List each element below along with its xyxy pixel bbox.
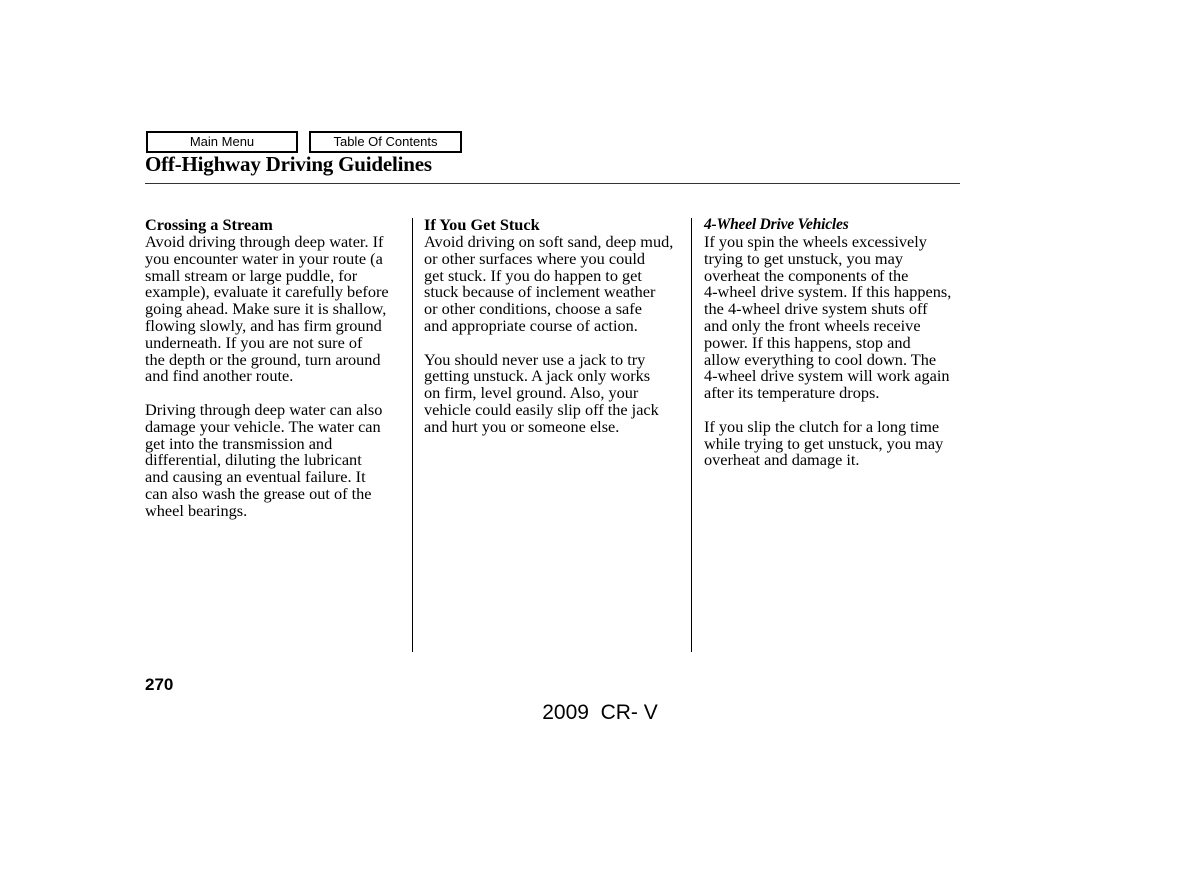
paragraph: If you slip the clutch for a long time while trying to get unstuck, you may overheat and damage it. bbox=[704, 416, 944, 470]
section-heading: If You Get Stuck bbox=[424, 215, 540, 234]
column-divider bbox=[691, 218, 692, 652]
section-heading: 4-Wheel Drive Vehicles bbox=[704, 216, 849, 233]
paragraph: If you spin the wheels excessively trying to get unstuck, you may overheat the components of the 4-wheel drive system. If this happens, the 4-wheel drive system shuts off and only the front wheels receive power. If this happens, stop and allow everything to cool down. The 4-wheel drive system will work again after its temperature drops. bbox=[704, 232, 952, 403]
column-crossing-a-stream bbox=[145, 216, 407, 520]
paragraph: Avoid driving on soft sand, deep mud, or other surfaces where you could get stuck. If you do happen to get stuck because of inclement weather or other conditions, choose a safe and appropriate course of action. bbox=[424, 232, 674, 335]
column-4-wheel-drive-vehicles bbox=[704, 216, 966, 469]
paragraph: Driving through deep water can also damage your vehicle. The water can get into the transmission and differential, diluting the lubricant and causing an eventual failure. It can also wash the grease out of the wheel bearings. bbox=[145, 399, 383, 520]
page-number: 270 bbox=[145, 675, 174, 694]
column-if-you-get-stuck bbox=[424, 216, 688, 436]
page-title: Off-Highway Driving Guidelines bbox=[145, 152, 432, 176]
table-of-contents-button[interactable]: Table Of Contents bbox=[309, 131, 462, 153]
column-divider bbox=[412, 218, 413, 652]
footer-model-label: 2009 CR- V bbox=[542, 701, 658, 724]
paragraph: Avoid driving through deep water. If you encounter water in your route (a small stream or large puddle, for example), evaluate it carefully before going ahead. Make sure it is shallow, flowing slowly, and has firm ground underneath. If you are not sure of the depth or the ground, turn around and find another route. bbox=[145, 232, 389, 386]
paragraph: You should never use a jack to try getting unstuck. A jack only works on firm, level ground. Also, your vehicle could easily slip off the jack and hurt you or someone else. bbox=[424, 349, 659, 436]
section-heading: Crossing a Stream bbox=[145, 215, 273, 234]
title-divider bbox=[145, 183, 960, 184]
main-menu-button[interactable]: Main Menu bbox=[146, 131, 298, 153]
